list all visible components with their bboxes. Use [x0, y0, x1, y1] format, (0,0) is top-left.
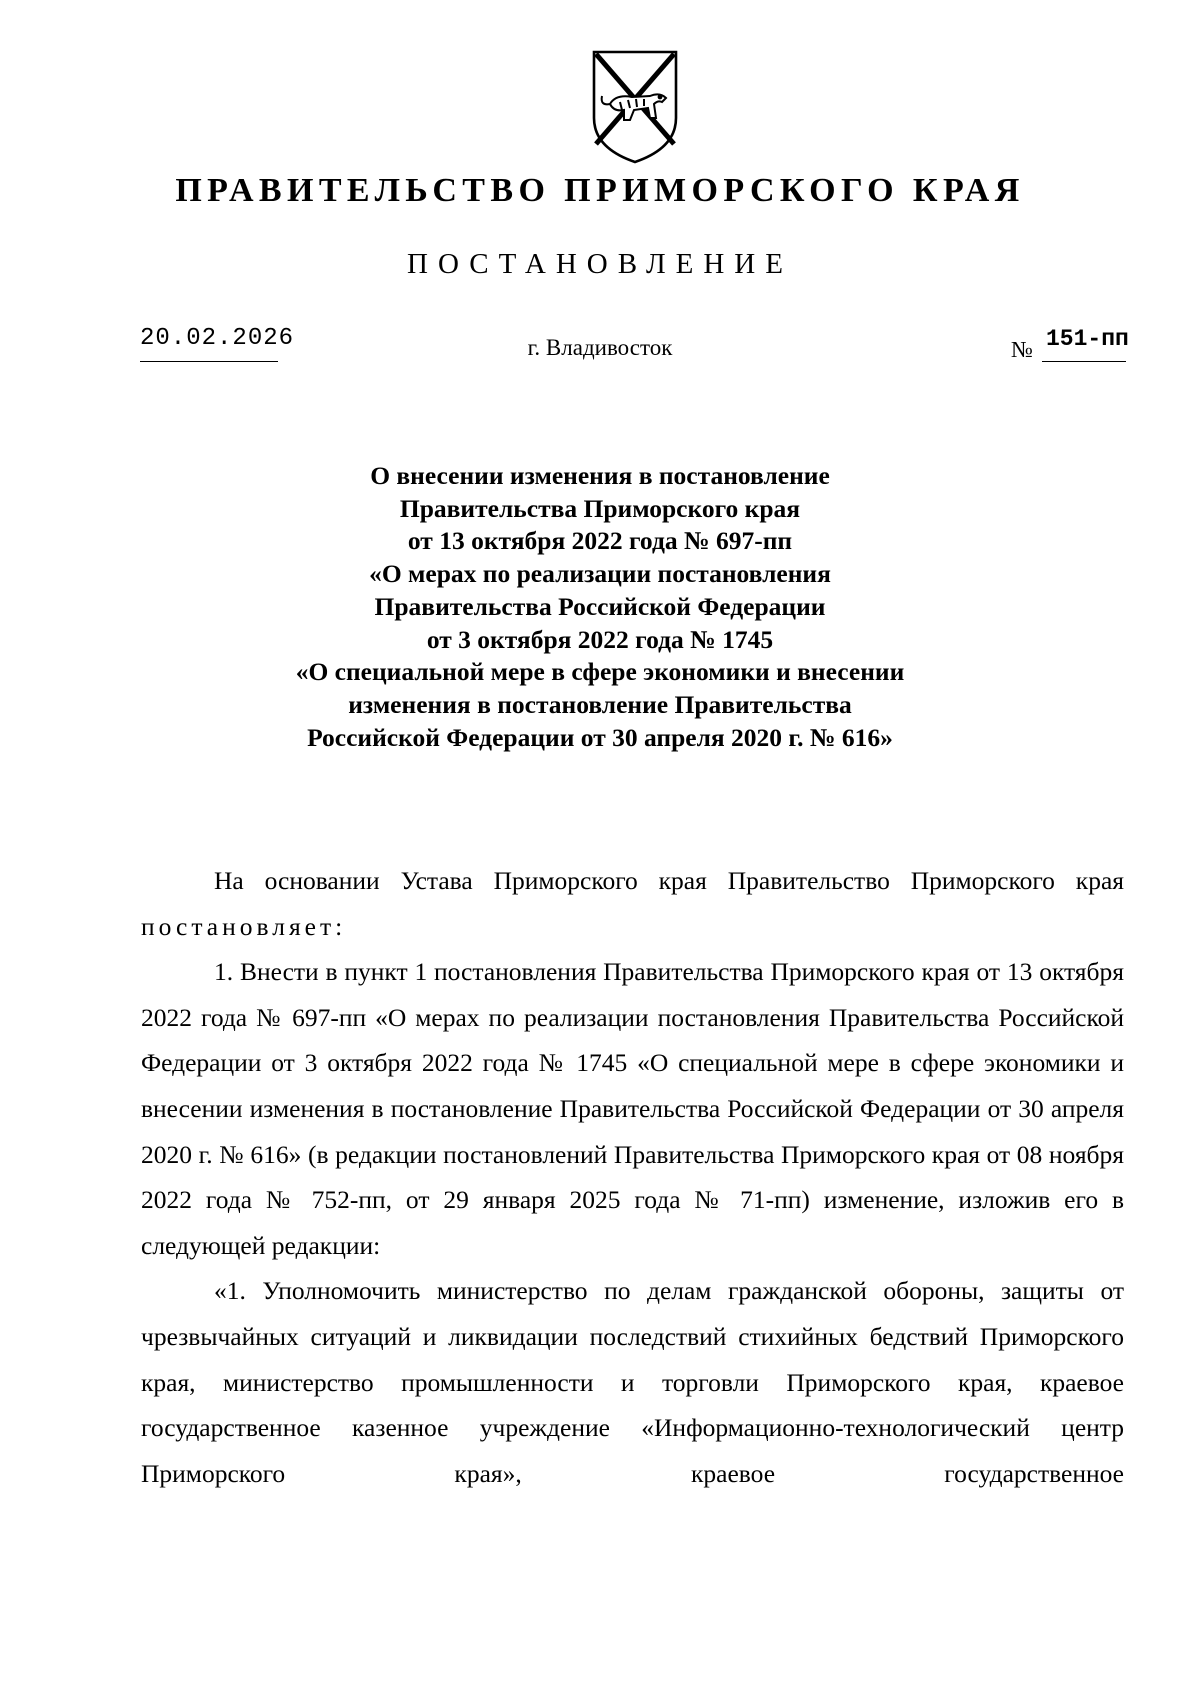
intro-text: На основании Устава Приморского края Правительство Приморского края: [214, 866, 1124, 895]
date-underline: [140, 361, 278, 362]
document-body: [141, 858, 1124, 1496]
document-city: г. Владивосток: [527, 335, 673, 360]
document-type: ПОСТАНОВЛЕНИЕ: [407, 248, 793, 280]
heading-line: Российской Федерации от 30 апреля 2020 г. № 616»: [307, 722, 893, 752]
quoted-item-paragraph: «1. Уполномочить министерство по делам гражданской обороны, защиты от чрезвычайных ситуаций и ликвидации последствий стихийных бедствий Приморского края, министерство промышленности и торговли Приморского края, краевое государственное казенное учреждение «Информационно-технологический центр Приморского края», краевое государственное: [141, 1276, 1124, 1488]
heading-line: изменения в постановление Правительства: [348, 689, 852, 719]
number-sign: №: [1011, 337, 1033, 362]
heading-line: от 3 октября 2022 года № 1745: [426, 624, 774, 654]
heading-line: Правительства Приморского края: [399, 493, 801, 523]
heading-line: Правительства Российской Федерации: [374, 591, 826, 621]
heading-line: О внесении изменения в постановление: [370, 461, 830, 490]
document-number: 151-пп: [1046, 326, 1129, 352]
document-date: 20.02.2026: [140, 325, 295, 352]
document-heading: [0, 460, 1200, 754]
item-1-paragraph: 1. Внести в пункт 1 постановления Правительства Приморского края от 13 октября 2022 года № 697-пп «О мерах по реализации постановления Правительства Российской Федерации от 3 октября 2022 года № 1745 «О специальной мере в сфере экономики и внесении изменения в постановление Правительства Российской Федерации от 30 апреля 2020 г. № 616» (в редакции постановлений Правительства Приморского края от 08 ноября 2022 года № 752-пп, от 29 января 2025 года № 71-пп) изменение, изложив его в следующей редакции:: [141, 957, 1124, 1260]
heading-line: от 13 октября 2022 года № 697-пп: [407, 526, 793, 556]
intro-paragraph: [141, 858, 1124, 949]
heading-line: «О мерах по реализации постановления: [369, 559, 831, 589]
resolution-word: постановляет:: [141, 911, 347, 941]
heading-line: «О специальной мере в сфере экономики и внесении: [295, 657, 905, 687]
organization-title: ПРАВИТЕЛЬСТВО ПРИМОРСКОГО КРАЯ: [175, 172, 1025, 209]
number-underline: [1042, 361, 1126, 362]
coat-of-arms-icon: [586, 48, 684, 166]
